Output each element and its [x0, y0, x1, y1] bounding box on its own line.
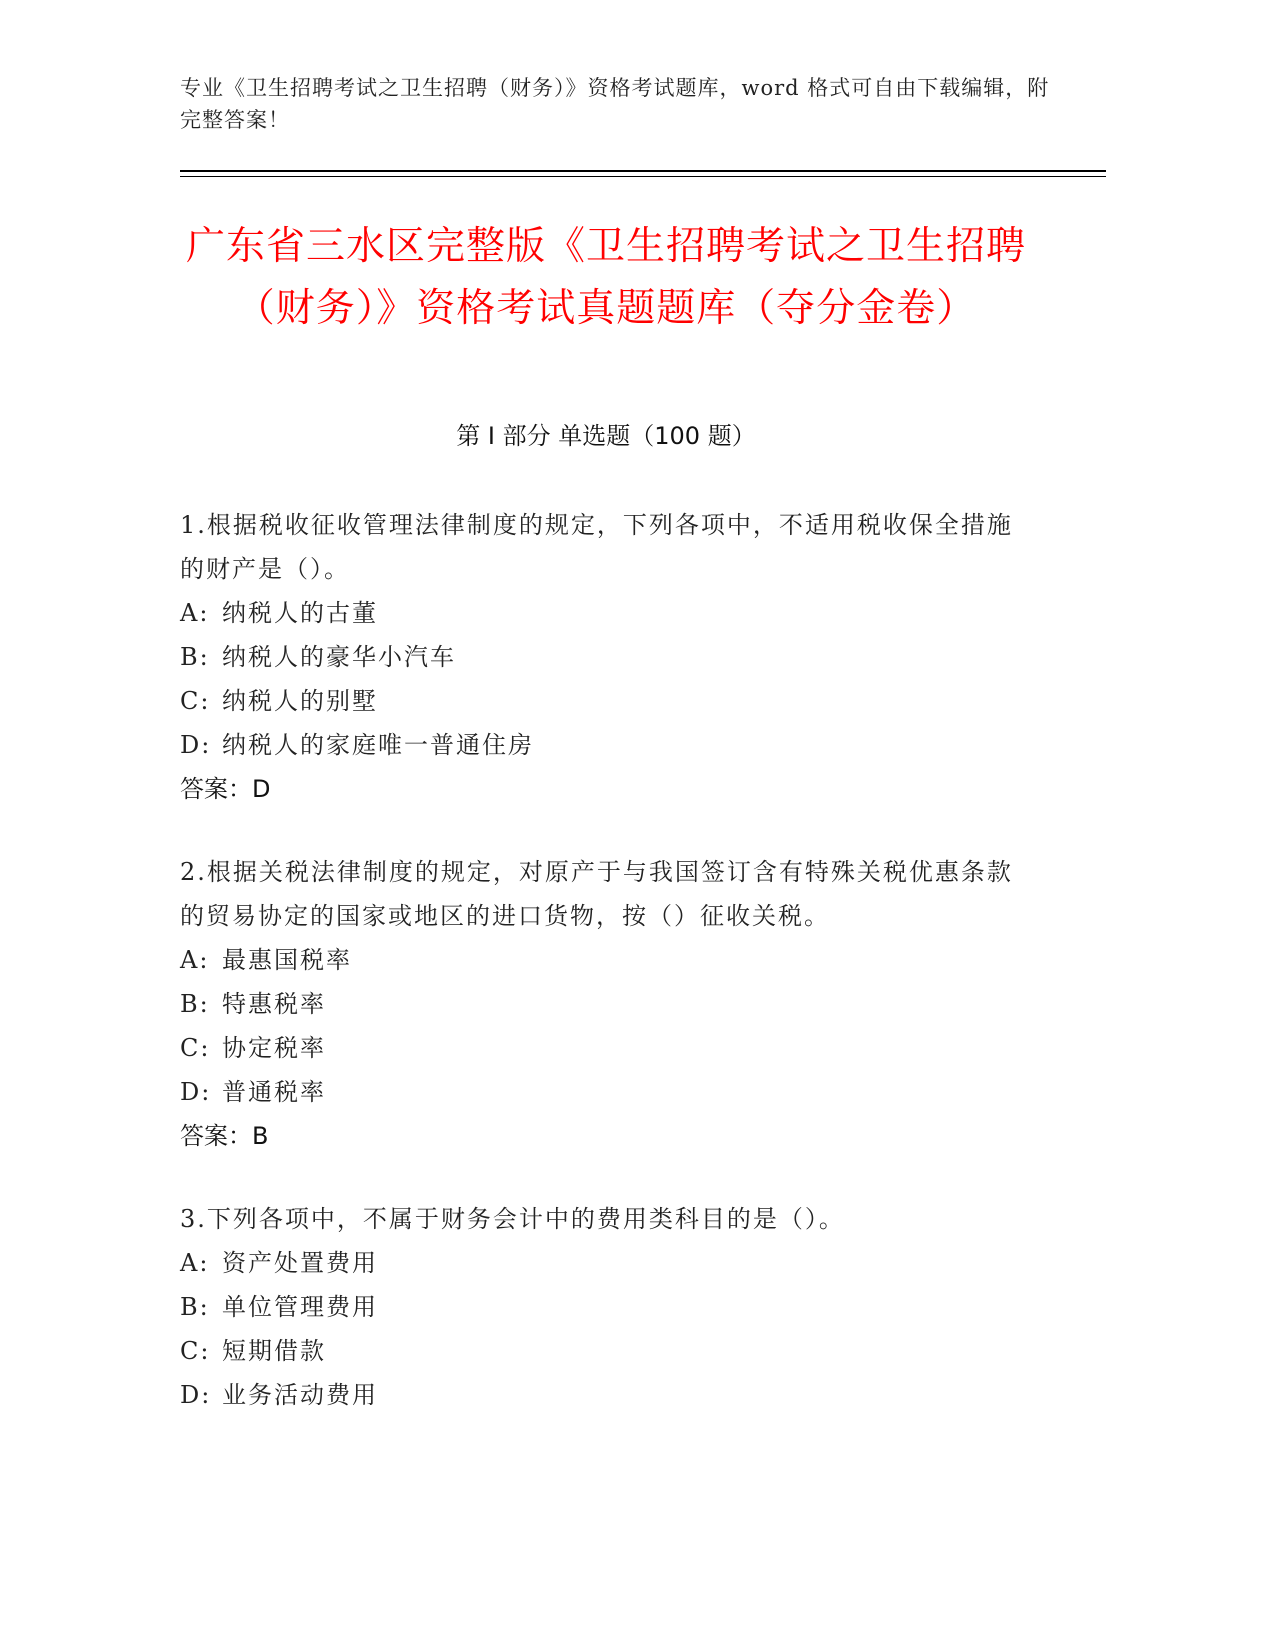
option-key: A: [180, 1249, 210, 1277]
option-key: C: [180, 687, 211, 715]
option-text: 协定税率 [222, 1034, 326, 1062]
option-key: D: [180, 1078, 212, 1106]
option-text: 纳税人的豪华小汽车 [222, 643, 456, 671]
option-text: 短期借款 [222, 1337, 326, 1365]
option-key: B: [180, 990, 210, 1018]
option-key: C: [180, 1034, 211, 1062]
option-a [180, 1241, 1030, 1285]
option-a [180, 938, 1030, 982]
section-title: 第 I 部分 单选题（100 题） [456, 422, 756, 450]
option-text: 纳税人的别墅 [222, 687, 378, 715]
option-text: 纳税人的家庭唯一普通住房 [222, 731, 534, 759]
header-note: 专业《卫生招聘考试之卫生招聘（财务）》资格考试题库，word 格式可自由下载编辑，附完整答案！ [180, 76, 1050, 132]
option-text: 最惠国税率 [222, 946, 352, 974]
header-rule-thin [180, 176, 1106, 177]
option-key: A: [180, 599, 210, 627]
question-stem: 1.根据税收征收管理法律制度的规定，下列各项中，不适用税收保全措施的财产是（）。 [180, 511, 1013, 583]
option-key: B: [180, 643, 210, 671]
option-text: 资产处置费用 [222, 1249, 378, 1277]
option-key: D: [180, 731, 212, 759]
option-a [180, 591, 1030, 635]
option-b [180, 1285, 1030, 1329]
option-d [180, 1373, 1030, 1417]
document-title: 广东省三水区完整版《卫生招聘考试之卫生招聘（财务）》资格考试真题题库（夺分金卷） [185, 224, 1026, 331]
answer: 答案：B [180, 1122, 269, 1150]
option-key: B: [180, 1293, 210, 1321]
option-text: 特惠税率 [222, 990, 326, 1018]
option-c [180, 1026, 1030, 1070]
answer: 答案：D [180, 775, 271, 803]
option-key: C: [180, 1337, 211, 1365]
option-d [180, 723, 1030, 767]
option-text: 普通税率 [222, 1078, 326, 1106]
header-rule-thick [180, 170, 1106, 172]
option-c [180, 1329, 1030, 1373]
question-stem: 2.根据关税法律制度的规定，对原产于与我国签订含有特殊关税优惠条款的贸易协定的国家或地区的进口货物，按（）征收关税。 [180, 858, 1013, 930]
option-b [180, 982, 1030, 1026]
question-2 [180, 850, 1030, 1158]
option-text: 纳税人的古董 [222, 599, 378, 627]
question-3 [180, 1197, 1030, 1417]
option-text: 业务活动费用 [222, 1381, 378, 1409]
option-b [180, 635, 1030, 679]
option-text: 单位管理费用 [222, 1293, 378, 1321]
option-d [180, 1070, 1030, 1114]
option-key: A: [180, 946, 210, 974]
question-1 [180, 503, 1030, 811]
option-c [180, 679, 1030, 723]
option-key: D: [180, 1381, 212, 1409]
question-stem: 3.下列各项中，不属于财务会计中的费用类科目的是（）。 [180, 1205, 845, 1233]
